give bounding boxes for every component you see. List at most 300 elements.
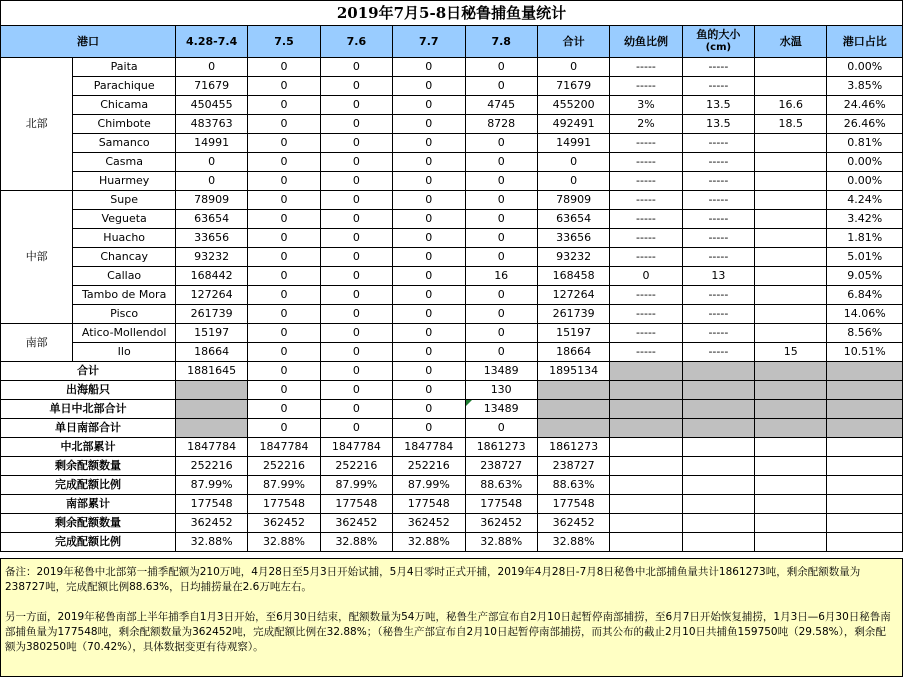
fish-size-cell: 13.5 [682,115,754,134]
day-2-cell: 0 [320,134,392,153]
port-share-cell [827,476,903,495]
day-2-cell: 0 [320,343,392,362]
day-3-cell: 0 [393,286,465,305]
port-share-cell: 4.24% [827,191,903,210]
day-3-cell: 0 [393,343,465,362]
day-1-cell: 0 [248,153,320,172]
water-temp-cell [755,248,827,267]
day-3-cell: 0 [393,248,465,267]
table-row [1,229,903,248]
fish-size-cell: ----- [682,77,754,96]
day-1-cell: 0 [248,134,320,153]
cumulative-cell: 63654 [175,210,247,229]
table-row [1,267,903,286]
port-name: Huarmey [73,172,176,191]
port-name: Chicama [73,96,176,115]
day-1-cell: 0 [248,115,320,134]
juvenile-cell: ----- [610,305,682,324]
port-share-cell: 3.85% [827,77,903,96]
juvenile-cell [610,381,682,400]
day-4-cell: 1861273 [465,438,537,457]
day-4-cell: 0 [465,134,537,153]
header-row [1,26,903,58]
day-4-cell: 0 [465,229,537,248]
day-2-cell: 1847784 [320,438,392,457]
water-temp-cell [755,153,827,172]
fish-size-cell: 13.5 [682,96,754,115]
day-1-cell: 0 [248,286,320,305]
total-cell: 71679 [537,77,609,96]
header-port: 港口 [1,26,176,58]
cumulative-cell [175,381,247,400]
fish-size-cell: ----- [682,172,754,191]
water-temp-cell: 16.6 [755,96,827,115]
summary-row [1,476,903,495]
table-title: 2019年7月5-8日秘鲁捕鱼量统计 [1,1,903,26]
cumulative-cell: 78909 [175,191,247,210]
cumulative-cell: 1881645 [175,362,247,381]
day-2-cell: 0 [320,286,392,305]
table-row [1,58,903,77]
day-4-cell: 16 [465,267,537,286]
notes-paragraph-2: 另一方面，2019年秘鲁南部上半年捕季自1月3日开始，至6月30日结束，配额数量为54万吨，秘鲁生产部宣布自2月10日起暂停南部捕捞，至6月7日开始恢复捕捞，1月3日—6月30日秘鲁南部捕鱼量为177548吨，剩余配额数量为362452吨，完成配额比例在32.88%；（秘鲁生产部宣布自2月10日起暂停南部捕捞，而其公布的截止2月10日共捕鱼159750吨（29.58%），剩余配额为380250吨（70.42%），具体数据变更有待观察）。 [5,611,891,653]
total-cell: 362452 [537,514,609,533]
day-2-cell: 87.99% [320,476,392,495]
total-cell: 15197 [537,324,609,343]
cumulative-cell: 0 [175,153,247,172]
day-1-cell: 0 [248,419,320,438]
day-1-cell: 0 [248,324,320,343]
port-share-cell [827,419,903,438]
juvenile-cell: ----- [610,286,682,305]
cumulative-cell [175,419,247,438]
summary-row [1,400,903,419]
day-4-cell: 0 [465,77,537,96]
day-4-cell: 0 [465,58,537,77]
day-2-cell: 32.88% [320,533,392,552]
day-3-cell: 32.88% [393,533,465,552]
juvenile-cell [610,457,682,476]
day-1-cell: 32.88% [248,533,320,552]
water-temp-cell [755,229,827,248]
juvenile-cell: 0 [610,267,682,286]
water-temp-cell [755,324,827,343]
juvenile-cell: ----- [610,229,682,248]
cumulative-cell: 177548 [175,495,247,514]
day-3-cell: 0 [393,191,465,210]
day-2-cell: 0 [320,400,392,419]
juvenile-cell: ----- [610,324,682,343]
cumulative-cell: 1847784 [175,438,247,457]
header-fish-size-unit: (cm) [705,42,732,53]
day-3-cell: 0 [393,305,465,324]
juvenile-cell: ----- [610,58,682,77]
juvenile-cell: ----- [610,343,682,362]
juvenile-cell: ----- [610,210,682,229]
fish-size-cell [682,457,754,476]
day-1-cell: 0 [248,172,320,191]
day-1-cell: 252216 [248,457,320,476]
day-3-cell: 0 [393,134,465,153]
day-3-cell: 252216 [393,457,465,476]
day-2-cell: 0 [320,248,392,267]
day-3-cell: 0 [393,419,465,438]
day-2-cell: 0 [320,115,392,134]
day-2-cell: 0 [320,267,392,286]
day-2-cell: 0 [320,96,392,115]
fish-size-cell: ----- [682,210,754,229]
port-share-cell: 8.56% [827,324,903,343]
day-1-cell: 177548 [248,495,320,514]
port-name: Chancay [73,248,176,267]
day-4-cell: 88.63% [465,476,537,495]
day-1-cell: 0 [248,58,320,77]
fish-size-cell: ----- [682,305,754,324]
cumulative-cell: 71679 [175,77,247,96]
juvenile-cell [610,438,682,457]
day-4-cell: 0 [465,172,537,191]
day-4-cell: 0 [465,286,537,305]
fish-size-cell: ----- [682,191,754,210]
port-share-cell: 10.51% [827,343,903,362]
day-3-cell: 0 [393,115,465,134]
total-cell: 177548 [537,495,609,514]
day-4-cell: 0 [465,191,537,210]
port-name: Vegueta [73,210,176,229]
day-1-cell: 0 [248,77,320,96]
total-cell: 455200 [537,96,609,115]
table-row [1,134,903,153]
day-2-cell: 0 [320,191,392,210]
day-3-cell: 0 [393,324,465,343]
port-share-cell [827,438,903,457]
port-share-cell [827,400,903,419]
region-label-south: 南部 [1,324,73,362]
day-2-cell: 0 [320,229,392,248]
juvenile-cell [610,476,682,495]
total-cell: 492491 [537,115,609,134]
water-temp-cell [755,286,827,305]
water-temp-cell [755,381,827,400]
region-label-central: 中部 [1,191,73,324]
summary-label: 剩余配额数量 [1,514,176,533]
summary-row [1,514,903,533]
total-cell [537,419,609,438]
total-cell: 18664 [537,343,609,362]
day-2-cell: 362452 [320,514,392,533]
port-share-cell [827,533,903,552]
summary-label: 出海船只 [1,381,176,400]
juvenile-cell: ----- [610,134,682,153]
day-4-cell: 0 [465,324,537,343]
water-temp-cell [755,267,827,286]
day-2-cell: 0 [320,210,392,229]
port-name: Pisco [73,305,176,324]
cumulative-cell: 261739 [175,305,247,324]
total-cell: 1895134 [537,362,609,381]
day-1-cell: 0 [248,381,320,400]
day-4-cell: 32.88% [465,533,537,552]
port-share-cell: 6.84% [827,286,903,305]
day-3-cell: 0 [393,172,465,191]
day-1-cell: 362452 [248,514,320,533]
day-2-cell: 0 [320,419,392,438]
port-share-cell [827,381,903,400]
header-fish-size-label: 鱼的大小 [696,28,741,41]
cumulative-cell: 18664 [175,343,247,362]
fish-size-cell [682,533,754,552]
water-temp-cell: 15 [755,343,827,362]
fish-size-cell [682,381,754,400]
port-name: Parachique [73,77,176,96]
total-cell: 32.88% [537,533,609,552]
day-3-cell: 362452 [393,514,465,533]
table-row [1,153,903,172]
summary-row [1,495,903,514]
water-temp-cell [755,400,827,419]
day-4-cell: 130 [465,381,537,400]
water-temp-cell [755,134,827,153]
day-3-cell: 0 [393,153,465,172]
port-share-cell: 0.00% [827,58,903,77]
day-4-cell: 4745 [465,96,537,115]
summary-row [1,438,903,457]
cumulative-cell: 32.88% [175,533,247,552]
header-juvenile: 幼鱼比例 [610,26,682,58]
day-2-cell: 252216 [320,457,392,476]
day-1-cell: 0 [248,267,320,286]
notes-box [0,558,903,677]
total-cell: 0 [537,58,609,77]
juvenile-cell [610,362,682,381]
water-temp-cell [755,495,827,514]
port-share-cell: 0.81% [827,134,903,153]
port-share-cell: 1.81% [827,229,903,248]
total-cell [537,400,609,419]
total-cell: 261739 [537,305,609,324]
day-4-cell: 13489 [465,400,537,419]
fish-size-cell [682,495,754,514]
table-body [1,1,903,552]
juvenile-cell [610,400,682,419]
juvenile-cell: ----- [610,153,682,172]
total-cell: 93232 [537,248,609,267]
total-cell: 168458 [537,267,609,286]
day-1-cell: 0 [248,400,320,419]
day-4-cell: 238727 [465,457,537,476]
table-row [1,286,903,305]
port-share-cell [827,514,903,533]
table-row [1,324,903,343]
day-3-cell: 0 [393,96,465,115]
water-temp-cell [755,419,827,438]
day-3-cell: 0 [393,229,465,248]
summary-row [1,419,903,438]
day-4-cell: 0 [465,248,537,267]
summary-label: 单日中北部合计 [1,400,176,419]
day-4-cell: 0 [465,343,537,362]
cumulative-cell: 15197 [175,324,247,343]
header-fish-size [682,26,754,58]
fish-size-cell: ----- [682,229,754,248]
day-1-cell: 0 [248,343,320,362]
fish-size-cell [682,476,754,495]
day-1-cell: 0 [248,96,320,115]
summary-row [1,362,903,381]
table-row [1,248,903,267]
day-1-cell: 0 [248,248,320,267]
cumulative-cell: 362452 [175,514,247,533]
summary-label: 中北部累计 [1,438,176,457]
cumulative-cell: 93232 [175,248,247,267]
day-1-cell: 1847784 [248,438,320,457]
cumulative-cell: 252216 [175,457,247,476]
day-4-cell: 362452 [465,514,537,533]
port-name: Casma [73,153,176,172]
total-cell: 0 [537,153,609,172]
juvenile-cell [610,495,682,514]
port-name: Chimbote [73,115,176,134]
header-day-4: 7.8 [465,26,537,58]
total-cell: 127264 [537,286,609,305]
cumulative-cell: 0 [175,58,247,77]
juvenile-cell: ----- [610,248,682,267]
fish-size-cell [682,438,754,457]
juvenile-cell: ----- [610,172,682,191]
total-cell: 78909 [537,191,609,210]
port-share-cell: 24.46% [827,96,903,115]
summary-row [1,457,903,476]
water-temp-cell [755,438,827,457]
total-cell: 1861273 [537,438,609,457]
port-share-cell [827,495,903,514]
cumulative-cell: 483763 [175,115,247,134]
summary-label: 完成配额比例 [1,533,176,552]
water-temp-cell [755,457,827,476]
day-2-cell: 0 [320,153,392,172]
fish-size-cell: ----- [682,248,754,267]
port-name: Huacho [73,229,176,248]
total-cell: 0 [537,172,609,191]
port-share-cell: 9.05% [827,267,903,286]
summary-label: 单日南部合计 [1,419,176,438]
total-cell: 63654 [537,210,609,229]
total-cell [537,381,609,400]
summary-label: 合计 [1,362,176,381]
summary-row [1,533,903,552]
fish-size-cell: ----- [682,134,754,153]
water-temp-cell [755,476,827,495]
header-water-temp: 水温 [755,26,827,58]
fish-size-cell [682,419,754,438]
juvenile-cell: ----- [610,191,682,210]
port-share-cell: 0.00% [827,172,903,191]
day-1-cell: 0 [248,362,320,381]
day-2-cell: 0 [320,58,392,77]
cumulative-cell: 33656 [175,229,247,248]
fish-size-cell: ----- [682,286,754,305]
day-3-cell: 0 [393,362,465,381]
day-1-cell: 0 [248,229,320,248]
summary-label: 完成配额比例 [1,476,176,495]
port-share-cell: 0.00% [827,153,903,172]
fish-size-cell: ----- [682,58,754,77]
day-4-cell: 177548 [465,495,537,514]
cumulative-cell: 87.99% [175,476,247,495]
cumulative-cell [175,400,247,419]
juvenile-cell: 3% [610,96,682,115]
summary-label: 剩余配额数量 [1,457,176,476]
port-name: Ilo [73,343,176,362]
day-4-cell: 0 [465,419,537,438]
day-2-cell: 177548 [320,495,392,514]
cumulative-cell: 450455 [175,96,247,115]
water-temp-cell [755,172,827,191]
table-row [1,305,903,324]
header-day-3: 7.7 [393,26,465,58]
day-2-cell: 0 [320,77,392,96]
port-name: Supe [73,191,176,210]
table-row [1,172,903,191]
day-2-cell: 0 [320,381,392,400]
total-cell: 33656 [537,229,609,248]
fish-size-cell: ----- [682,343,754,362]
table-row [1,210,903,229]
cumulative-cell: 0 [175,172,247,191]
day-4-cell: 0 [465,305,537,324]
total-cell: 238727 [537,457,609,476]
day-3-cell: 0 [393,210,465,229]
day-2-cell: 0 [320,305,392,324]
juvenile-cell [610,533,682,552]
day-4-cell: 0 [465,210,537,229]
water-temp-cell [755,514,827,533]
day-2-cell: 0 [320,362,392,381]
region-label-north: 北部 [1,58,73,191]
fish-size-cell [682,362,754,381]
table-row [1,343,903,362]
day-2-cell: 0 [320,324,392,343]
day-3-cell: 0 [393,58,465,77]
day-1-cell: 87.99% [248,476,320,495]
water-temp-cell: 18.5 [755,115,827,134]
port-name: Callao [73,267,176,286]
cumulative-cell: 127264 [175,286,247,305]
water-temp-cell [755,58,827,77]
cumulative-cell: 168442 [175,267,247,286]
port-share-cell [827,457,903,476]
header-day-2: 7.6 [320,26,392,58]
day-3-cell: 0 [393,77,465,96]
header-cumulative: 4.28-7.4 [175,26,247,58]
table-row [1,77,903,96]
table-row [1,115,903,134]
water-temp-cell [755,191,827,210]
summary-label: 南部累计 [1,495,176,514]
header-total: 合计 [537,26,609,58]
port-share-cell: 26.46% [827,115,903,134]
day-3-cell: 1847784 [393,438,465,457]
day-3-cell: 0 [393,381,465,400]
water-temp-cell [755,533,827,552]
header-port-share: 港口占比 [827,26,903,58]
water-temp-cell [755,210,827,229]
day-4-cell: 8728 [465,115,537,134]
fish-size-cell: ----- [682,153,754,172]
day-2-cell: 0 [320,172,392,191]
water-temp-cell [755,305,827,324]
notes-paragraph-1: 备注：2019年秘鲁中北部第一捕季配额为210万吨，4月28日至5月3日开始试捕，5月4日零时正式开捕，2019年4月28日-7月8日秘鲁中北部捕鱼量共计1861273吨，剩余配额数量为238727吨，完成配额比例88.63%，日均捕捞量在2.6万吨左右。 [5,566,861,593]
